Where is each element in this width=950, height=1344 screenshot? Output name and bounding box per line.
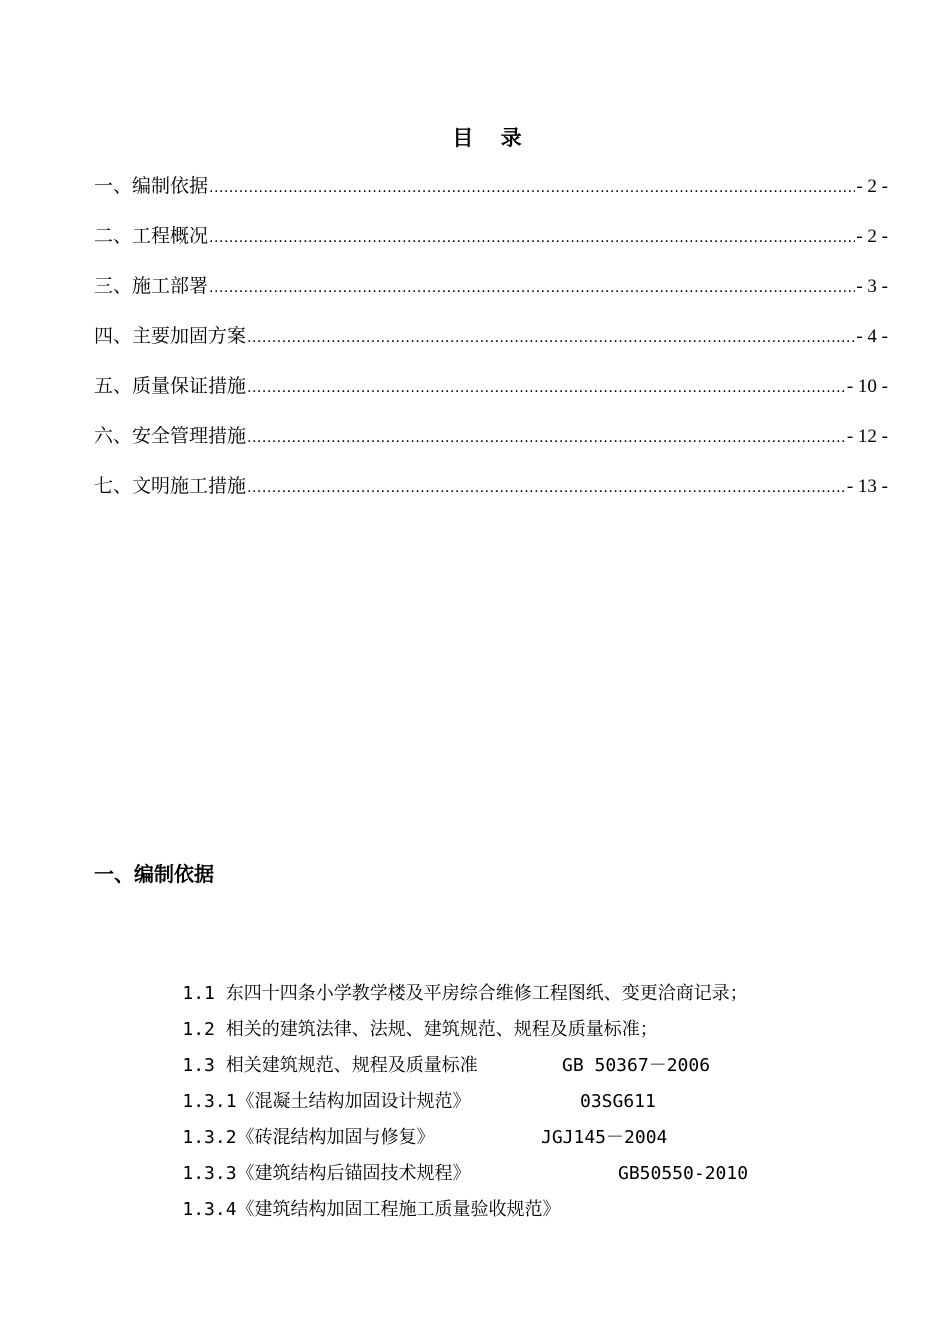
- section-heading: 一、编制依据: [94, 862, 214, 886]
- list-item: [139, 940, 899, 1004]
- toc-entry-page: - 13 -: [846, 476, 888, 497]
- toc-leader-dots: [247, 420, 846, 454]
- toc-leader-dots: [209, 170, 855, 204]
- list-item-text: 1.3.1《混凝土结构加固设计规范》: [182, 1091, 471, 1112]
- standard-code: GB 50367－2006: [562, 1055, 711, 1076]
- list-item-text: 1.3.2《砖混结构加固与修复》: [182, 1127, 435, 1148]
- standard-code: GB50550-2010: [618, 1163, 749, 1184]
- list-item: [139, 976, 899, 1040]
- toc-entry-label: 五、质量保证措施: [94, 375, 247, 397]
- toc-entry-page: - 2 -: [856, 226, 888, 247]
- basis-list: [139, 940, 899, 1220]
- toc-entry-page: - 4 -: [856, 326, 888, 347]
- list-item-text: 1.2 相关的建筑法律、法规、建筑规范、规程及质量标准；: [182, 1019, 658, 1040]
- toc-leader-dots: [209, 270, 855, 304]
- table-of-contents: [94, 170, 888, 520]
- toc-entry[interactable]: [94, 320, 888, 370]
- toc-leader-dots: [209, 220, 855, 254]
- toc-entry-page: - 2 -: [856, 176, 888, 197]
- toc-entry[interactable]: [94, 220, 888, 270]
- toc-entry-page: - 3 -: [856, 276, 888, 297]
- standard-code: 03SG611: [580, 1091, 656, 1112]
- toc-title: 目 录: [452, 125, 532, 150]
- toc-entry-label: 二、工程概况: [94, 225, 209, 247]
- toc-entry[interactable]: [94, 270, 888, 320]
- list-item: [139, 1156, 899, 1220]
- toc-entry-label: 六、安全管理措施: [94, 425, 247, 447]
- toc-leader-dots: [247, 370, 846, 404]
- toc-entry-label: 七、文明施工措施: [94, 475, 247, 497]
- list-item-text: 1.3.3《建筑结构后锚固技术规程》: [182, 1163, 471, 1184]
- list-item-text: 1.3.4《建筑结构加固工程施工质量验收规范》: [182, 1199, 561, 1220]
- toc-entry[interactable]: [94, 470, 888, 520]
- toc-leader-dots: [247, 470, 846, 504]
- toc-entry-label: 四、主要加固方案: [94, 325, 247, 347]
- toc-entry[interactable]: [94, 170, 888, 220]
- toc-entry[interactable]: [94, 370, 888, 420]
- toc-leader-dots: [247, 320, 855, 354]
- toc-entry-label: 一、编制依据: [94, 175, 209, 197]
- toc-entry-page: - 10 -: [846, 376, 888, 397]
- toc-entry-page: - 12 -: [846, 426, 888, 447]
- toc-entry-label: 三、施工部署: [94, 275, 209, 297]
- standard-code: JGJ145－2004: [541, 1127, 668, 1148]
- list-item-text: 1.1 东四十四条小学教学楼及平房综合维修工程图纸、变更洽商记录；: [182, 983, 748, 1004]
- toc-entry[interactable]: [94, 420, 888, 470]
- list-item-text: 1.3 相关建筑规范、规程及质量标准: [182, 1055, 478, 1076]
